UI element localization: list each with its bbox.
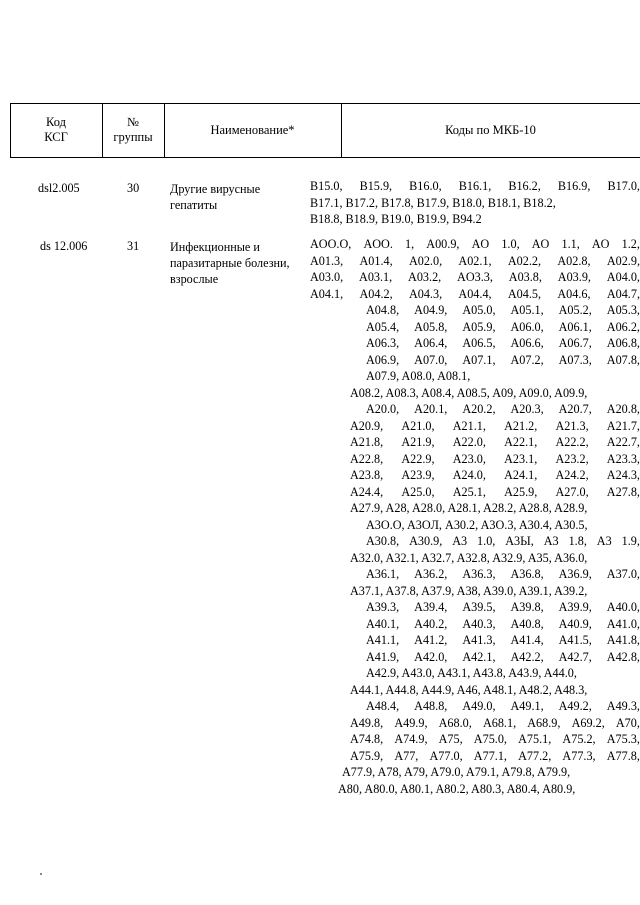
- mkb-code-line: A20.0, A20.1, A20.2, A20.3, A20.7, A20.8,: [366, 402, 640, 416]
- mkb-code-line: A48.4, A48.8, A49.0, A49.1, A49.2, A49.3,: [366, 699, 640, 713]
- header-group-number: № группы: [113, 115, 153, 144]
- row-2-group: 31: [127, 239, 140, 253]
- mkb-code-line: A30.8, A30.9, A3 1.0, A3Ы, A3 1.8, A3 1.9,: [366, 534, 640, 548]
- mkb-code-line: A23.8, A23.9, A24.0, A24.1, A24.2, A24.3,: [350, 468, 640, 482]
- mkb-code-line: A24.4, A25.0, A25.1, A25.9, A27.0, A27.8,: [350, 484, 640, 499]
- row-2-name: Инфекционные и паразитарные болезни, взрослые: [170, 240, 290, 286]
- header-bottom-border: [10, 157, 640, 158]
- mkb-code-line: A74.8, A74.9, A75, A75.0, A75.1, A75.2, A75.3,: [350, 732, 640, 746]
- mkb-code-line: A08.2, A08.3, A08.4, A08.5, A09, A09.0, A09.9,: [350, 385, 588, 400]
- header-name: Наименование*: [210, 122, 295, 137]
- mkb-code-line: A20.9, A21.0, A21.1, A21.2, A21.3, A21.7,: [350, 418, 640, 433]
- mkb-code-line: A40.1, A40.2, A40.3, A40.8, A40.9, A41.0,: [366, 616, 640, 631]
- mkb-code-line: A07.9, A08.0, A08.1,: [366, 369, 471, 383]
- mkb-code-line: A75.9, A77, A77.0, A77.1, A77.2, A77.3, A77.8,: [350, 748, 640, 763]
- mkb-code-line: A01.3, A01.4, A02.0, A02.1, A02.2, A02.8, A02.9,: [310, 253, 640, 268]
- page-mark: [40, 873, 42, 875]
- mkb-code-line: A32.0, A32.1, A32.7, A32.8, A32.9, A35, A36.0,: [350, 550, 588, 565]
- mkb-code-line: A06.3, A06.4, A06.5, A06.6, A06.7, A06.8,: [366, 336, 640, 350]
- mkb-code-line: A27.9, A28, A28.0, A28.1, A28.2, A28.8, A28.9,: [350, 501, 588, 515]
- mkb-code-line: A3O.O, A3OЛ, A30.2, A3O.3, A30.4, A30.5,: [366, 517, 588, 532]
- mkb-code-line: A03.0, A03.1, A03.2, AO3.3, A03.8, A03.9, A04.0,: [310, 270, 640, 284]
- mkb-code-line: A80, A80.0, A80.1, A80.2, A80.3, A80.4, A80.9,: [338, 781, 576, 796]
- mkb-code-line: A36.1, A36.2, A36.3, A36.8, A36.9, A37.0,: [366, 567, 640, 581]
- mkb-code-line: AOO.O, AOO. 1, A00.9, AO 1.0, AO 1.1, AO 1.2,: [310, 237, 640, 251]
- mkb-code-line: A42.9, A43.0, A43.1, A43.8, A43.9, A44.0,: [366, 666, 577, 680]
- row-1-codes: [310, 178, 640, 228]
- mkb-code-line: A41.1, A41.2, A41.3, A41.4, A41.5, A41.8,: [366, 633, 640, 647]
- mkb-code-line: A05.4, A05.8, A05.9, A06.0, A06.1, A06.2,: [366, 319, 640, 334]
- mkb-code-line: B18.8, B18.9, B19.0, B19.9, B94.2: [310, 212, 482, 226]
- row-2-codes: [310, 236, 640, 797]
- mkb-code-line: A04.8, A04.9, A05.0, A05.1, A05.2, A05.3,: [366, 303, 640, 317]
- header-mkb-codes: Коды по МКБ-10: [445, 122, 536, 137]
- row-1-kod: dsl2.005: [38, 181, 80, 195]
- mkb-code-line: A21.8, A21.9, A22.0, A22.1, A22.2, A22.7,: [350, 435, 640, 449]
- header-kod-ksg: Код КСГ: [44, 115, 68, 144]
- mkb-code-line: A22.8, A22.9, A23.0, A23.1, A23.2, A23.3,: [350, 451, 640, 466]
- mkb-code-line: A06.9, A07.0, A07.1, A07.2, A07.3, A07.8,: [366, 352, 640, 367]
- row-2-kod: ds 12.006: [40, 239, 88, 253]
- mkb-code-line: A37.1, A37.8, A37.9, A38, A39.0, A39.1, A39.2,: [350, 583, 588, 598]
- mkb-code-line: A39.3, A39.4, A39.5, A39.8, A39.9, A40.0,: [366, 600, 640, 614]
- mkb-code-line: A41.9, A42.0, A42.1, A42.2, A42.7, A42.8,: [366, 649, 640, 664]
- mkb-code-line: B15.0, B15.9, B16.0, B16.1, B16.2, B16.9, B17.0,: [310, 179, 640, 193]
- mkb-code-line: A44.1, A44.8, A44.9, A46, A48.1, A48.2, A48.3,: [350, 682, 588, 697]
- row-1-group: 30: [127, 181, 140, 195]
- mkb-code-line: B17.1, B17.2, B17.8, B17.9, B18.0, B18.1, B18.2,: [310, 195, 556, 210]
- mkb-code-line: A77.9, A78, A79, A79.0, A79.1, A79.8, A79.9,: [342, 765, 571, 779]
- mkb-code-line: A49.8, A49.9, A68.0, A68.1, A68.9, A69.2, A70,: [350, 715, 640, 730]
- mkb-code-line: A04.1, A04.2, A04.3, A04.4, A04.5, A04.6, A04.7,: [310, 286, 640, 301]
- row-1-name: Другие вирусные гепатиты: [170, 182, 261, 212]
